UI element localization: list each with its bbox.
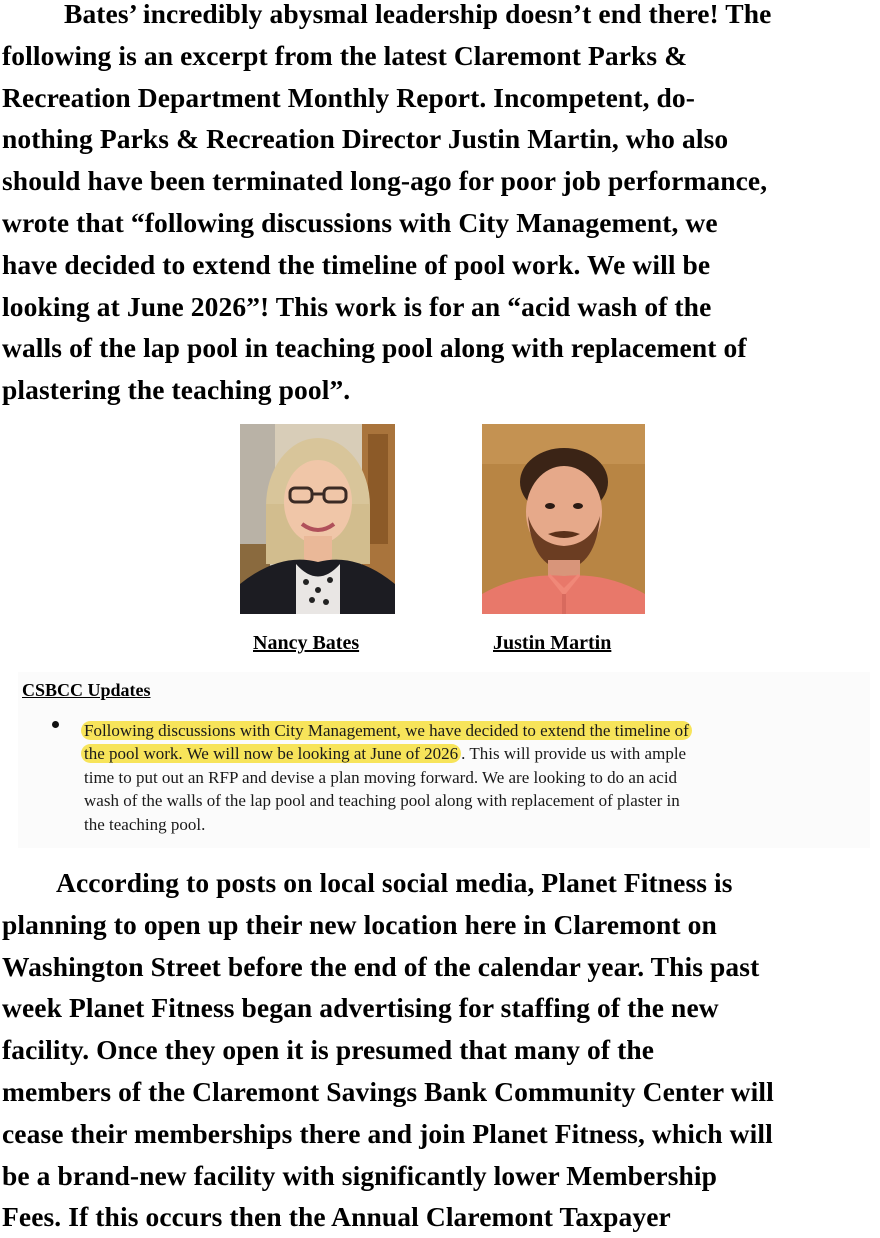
- text-line: members of the Claremont Savings Bank Community Center will: [2, 1075, 774, 1107]
- highlighted-text: Following discussions with City Management, we have decided to extend the timeline of: [81, 721, 692, 740]
- clipping-text: . This will provide us with ample: [461, 744, 687, 764]
- clipping-body: [84, 719, 692, 836]
- text-line: Fees. If this occurs then the Annual Claremont Taxpayer: [2, 1201, 671, 1233]
- text-line: Washington Street before the end of the calendar year. This past: [2, 950, 760, 982]
- text-line: have decided to extend the timeline of pool work. We will be: [2, 248, 711, 280]
- text-line: plastering the teaching pool”.: [2, 374, 351, 406]
- text-line: Bates’ incredibly abysmal leadership doesn’t end there! The: [64, 0, 772, 29]
- text-line: be a brand-new facility with significantly lower Membership: [2, 1159, 718, 1191]
- text-line: Recreation Department Monthly Report. Incompetent, do-: [2, 81, 696, 113]
- paragraph-planet-fitness: [2, 862, 878, 1238]
- bullet-icon: [52, 721, 59, 728]
- clipping-line: [84, 742, 692, 765]
- clipping-line: wash of the walls of the lap pool and teaching pool along with replacement of plaster in: [84, 791, 680, 811]
- text-line: looking at June 2026”! This work is for an “acid wash of the: [2, 290, 712, 322]
- caption-justin-martin: Justin Martin: [493, 632, 612, 654]
- paragraph-bates-leadership: [2, 0, 878, 411]
- photo-nancy-bates: [240, 424, 395, 614]
- text-line: facility. Once they open it is presumed that many of the: [2, 1034, 655, 1066]
- text-line: wrote that “following discussions with City Management, we: [2, 206, 718, 238]
- text-line: walls of the lap pool in teaching pool along with replacement of: [2, 332, 747, 364]
- text-line: following is an excerpt from the latest Claremont Parks &: [2, 39, 688, 71]
- clipping-line: [84, 719, 692, 742]
- text-line: should have been terminated long-ago for poor job performance,: [2, 165, 768, 197]
- highlighted-text: the pool work. We will now be looking at June of 2026: [81, 744, 461, 763]
- text-line: nothing Parks & Recreation Director Justin Martin, who also: [2, 123, 729, 155]
- text-line: planning to open up their new location here in Claremont on: [2, 908, 717, 940]
- clipping-line: the teaching pool.: [84, 814, 206, 834]
- text-line: week Planet Fitness began advertising for staffing of the new: [2, 992, 719, 1024]
- clipping-line: time to put out an RFP and devise a plan moving forward. We are looking to do an acid: [84, 767, 678, 787]
- portrait-man-image: [482, 424, 645, 614]
- report-excerpt-clipping: [18, 672, 870, 848]
- caption-nancy-bates: Nancy Bates: [253, 632, 360, 654]
- portrait-woman-image: [240, 424, 395, 614]
- text-line: cease their memberships there and join Planet Fitness, which will: [2, 1117, 773, 1149]
- photo-justin-martin: [482, 424, 645, 614]
- clipping-heading: CSBCC Updates: [22, 680, 151, 700]
- text-line: According to posts on local social media, Planet Fitness is: [56, 867, 733, 898]
